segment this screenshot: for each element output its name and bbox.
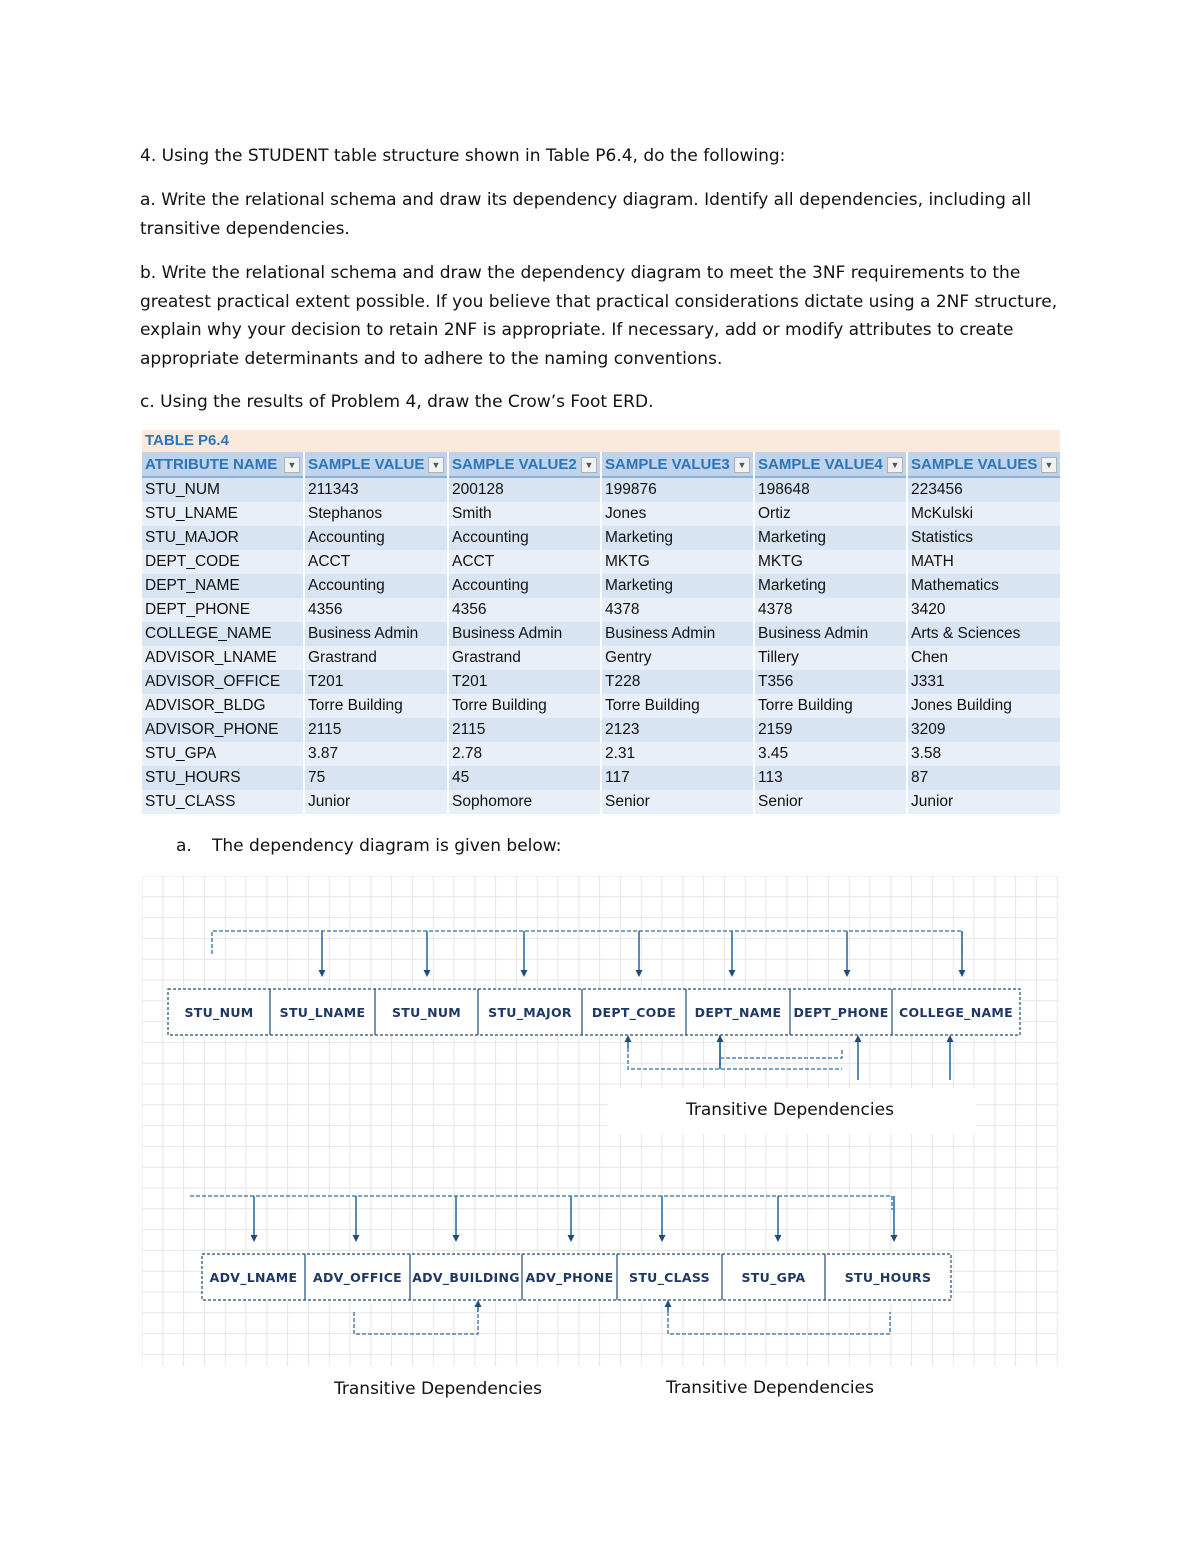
transitive-line-4 bbox=[354, 1312, 478, 1334]
table-row bbox=[142, 622, 1060, 646]
sample-value-cell: Jones Building bbox=[908, 694, 1060, 718]
sample-value-cell: Accounting bbox=[449, 574, 600, 598]
dependency-arrow-down-head bbox=[959, 970, 966, 977]
header-label: SAMPLE VALUE2 bbox=[452, 455, 577, 473]
filter-dropdown-icon[interactable]: ▼ bbox=[581, 457, 597, 473]
attribute-name-cell: STU_LNAME bbox=[142, 502, 303, 526]
dependency-arrow-down-head bbox=[424, 970, 431, 977]
dependency-arrow-down-head bbox=[568, 1235, 575, 1242]
attribute-cell-text: ADV_BUILDING bbox=[412, 1270, 520, 1285]
sample-value-cell: Marketing bbox=[602, 526, 753, 550]
sample-value-cell: T201 bbox=[449, 670, 600, 694]
dependency-arrow-down-head bbox=[353, 1235, 360, 1242]
sample-value-cell: ACCT bbox=[305, 550, 447, 574]
sample-value-cell: Gentry bbox=[602, 646, 753, 670]
sample-value-cell: Ortiz bbox=[755, 502, 906, 526]
sample-value-cell: 3420 bbox=[908, 598, 1060, 622]
sample-value-cell: Senior bbox=[755, 790, 906, 814]
sample-value-cell: Business Admin bbox=[449, 622, 600, 646]
header-label: SAMPLE VALUE bbox=[308, 455, 425, 473]
sample-value-cell: 2115 bbox=[305, 718, 447, 742]
sample-value-cell: 4378 bbox=[755, 598, 906, 622]
sample-value-cell: Stephanos bbox=[305, 502, 447, 526]
table-row bbox=[142, 742, 1060, 766]
dependency-arrow-down-head bbox=[319, 970, 326, 977]
table-header-row bbox=[142, 452, 1060, 478]
attribute-name-cell: ADVISOR_OFFICE bbox=[142, 670, 303, 694]
attribute-name-cell: DEPT_CODE bbox=[142, 550, 303, 574]
sample-value-cell: Grastrand bbox=[449, 646, 600, 670]
sample-value-cell: 113 bbox=[755, 766, 906, 790]
attribute-cell-text: ADV_LNAME bbox=[209, 1270, 298, 1285]
attribute-cell-text: ADV_OFFICE bbox=[312, 1270, 403, 1285]
sample-value-cell: 4378 bbox=[602, 598, 753, 622]
attribute-name-cell: ADVISOR_BLDG bbox=[142, 694, 303, 718]
attribute-cell-text: ADV_PHONE bbox=[525, 1270, 614, 1285]
attribute-cell-text: DEPT_CODE bbox=[591, 1005, 677, 1020]
sample-value-cell: 2159 bbox=[755, 718, 906, 742]
dependency-arrow-down-head bbox=[659, 1235, 666, 1242]
dependency-arrow-down-head bbox=[729, 970, 736, 977]
sample-value-cell: Accounting bbox=[305, 526, 447, 550]
sample-value-cell: T228 bbox=[602, 670, 753, 694]
transitive-dependencies-label-1: Transitive Dependencies bbox=[686, 1100, 894, 1120]
sample-value-cell: Torre Building bbox=[755, 694, 906, 718]
sample-value-cell: Torre Building bbox=[305, 694, 447, 718]
filter-dropdown-icon[interactable]: ▼ bbox=[284, 457, 300, 473]
sample-value-cell: Torre Building bbox=[602, 694, 753, 718]
sample-value-cell: MKTG bbox=[602, 550, 753, 574]
sample-value-cell: T201 bbox=[305, 670, 447, 694]
dependency-diagram-canvas bbox=[142, 876, 1058, 1366]
sample-value-cell: Business Admin bbox=[305, 622, 447, 646]
attribute-name-cell: STU_CLASS bbox=[142, 790, 303, 814]
table-row bbox=[142, 766, 1060, 790]
sample-value-cell: Junior bbox=[908, 790, 1060, 814]
filter-dropdown-icon[interactable]: ▼ bbox=[428, 457, 444, 473]
sample-value-cell: Jones bbox=[602, 502, 753, 526]
sample-value-cell: 223456 bbox=[908, 478, 1060, 502]
sample-value-cell: 3209 bbox=[908, 718, 1060, 742]
answer-label: a. bbox=[176, 836, 192, 856]
transitive-line-5 bbox=[668, 1300, 890, 1334]
sample-value-cell: 198648 bbox=[755, 478, 906, 502]
transitive-arrow-up-head bbox=[717, 1035, 724, 1042]
sample-value-cell: 199876 bbox=[602, 478, 753, 502]
sample-value-cell: 2.78 bbox=[449, 742, 600, 766]
attribute-name-cell: ADVISOR_PHONE bbox=[142, 718, 303, 742]
attribute-cell-text: STU_LNAME bbox=[279, 1005, 366, 1020]
answer-a bbox=[176, 836, 562, 856]
table-row bbox=[142, 550, 1060, 574]
header-sample-value3[interactable] bbox=[602, 452, 753, 478]
transitive-arrow-up-head bbox=[625, 1035, 632, 1042]
header-label: ATTRIBUTE NAME bbox=[145, 455, 278, 473]
dependency-arrow-down-head bbox=[775, 1235, 782, 1242]
table-row bbox=[142, 670, 1060, 694]
sample-value-cell: Junior bbox=[305, 790, 447, 814]
attribute-cell-text: STU_HOURS bbox=[844, 1270, 932, 1285]
sample-value-cell: 4356 bbox=[449, 598, 600, 622]
question-part-c: c. Using the results of Problem 4, draw the Crow’s Foot ERD. bbox=[140, 392, 654, 412]
sample-value-cell: Tillery bbox=[755, 646, 906, 670]
sample-value-cell: Sophomore bbox=[449, 790, 600, 814]
student-table bbox=[140, 452, 1062, 814]
sample-value-cell: 200128 bbox=[449, 478, 600, 502]
sample-value-cell: Grastrand bbox=[305, 646, 447, 670]
header-sample-value4[interactable] bbox=[755, 452, 906, 478]
transitive-arrow-up-head bbox=[855, 1035, 862, 1042]
table-row bbox=[142, 526, 1060, 550]
transitive-line-3 bbox=[720, 1048, 842, 1058]
transitive-arrow-up-head bbox=[665, 1300, 672, 1307]
attribute-name-cell: STU_MAJOR bbox=[142, 526, 303, 550]
answer-text: The dependency diagram is given below: bbox=[212, 836, 562, 856]
table-row bbox=[142, 574, 1060, 598]
question-4-heading: 4. Using the STUDENT table structure shown in Table P6.4, do the following: bbox=[140, 146, 786, 166]
sample-value-cell: Business Admin bbox=[602, 622, 753, 646]
sample-value-cell: Marketing bbox=[602, 574, 753, 598]
attribute-cell-text: STU_GPA bbox=[741, 1270, 806, 1285]
filter-dropdown-icon[interactable]: ▼ bbox=[734, 457, 750, 473]
sample-value-cell: Business Admin bbox=[755, 622, 906, 646]
sample-value-cell: 75 bbox=[305, 766, 447, 790]
sample-value-cell: 87 bbox=[908, 766, 1060, 790]
table-row bbox=[142, 478, 1060, 502]
sample-value-cell: 2.31 bbox=[602, 742, 753, 766]
sample-value-cell: 2123 bbox=[602, 718, 753, 742]
table-caption: TABLE P6.4 bbox=[142, 430, 1060, 452]
header-label: SAMPLE VALUE3 bbox=[605, 455, 730, 473]
sample-value-cell: 4356 bbox=[305, 598, 447, 622]
sample-value-cell: 211343 bbox=[305, 478, 447, 502]
question-part-a: a. Write the relational schema and draw its dependency diagram. Identify all dependencies, including all transitive dependencies. bbox=[140, 190, 1032, 239]
sample-value-cell: MKTG bbox=[755, 550, 906, 574]
transitive-dependencies-label-2: Transitive Dependencies bbox=[334, 1379, 542, 1399]
sample-value-cell: 117 bbox=[602, 766, 753, 790]
filter-dropdown-icon[interactable]: ▼ bbox=[1041, 457, 1057, 473]
sample-value-cell: 3.45 bbox=[755, 742, 906, 766]
sample-value-cell: Senior bbox=[602, 790, 753, 814]
sample-value-cell: J331 bbox=[908, 670, 1060, 694]
sample-value-cell: 45 bbox=[449, 766, 600, 790]
attribute-cell-text: STU_CLASS bbox=[629, 1270, 710, 1285]
sample-value-cell: Marketing bbox=[755, 526, 906, 550]
sample-value-cell: 2115 bbox=[449, 718, 600, 742]
sample-value-cell: T356 bbox=[755, 670, 906, 694]
sample-value-cell: Torre Building bbox=[449, 694, 600, 718]
dependency-arrow-down-head bbox=[521, 970, 528, 977]
transitive-arrow-up-head bbox=[475, 1300, 482, 1307]
header-label: SAMPLE VALUE4 bbox=[758, 455, 883, 473]
sample-value-cell: Marketing bbox=[755, 574, 906, 598]
header-attribute-name[interactable] bbox=[142, 452, 303, 478]
attribute-cell-text: STU_MAJOR bbox=[488, 1005, 572, 1020]
filter-dropdown-icon[interactable]: ▼ bbox=[887, 457, 903, 473]
sample-value-cell: Chen bbox=[908, 646, 1060, 670]
header-label: SAMPLE VALUES bbox=[911, 455, 1038, 473]
sample-value-cell: 3.58 bbox=[908, 742, 1060, 766]
header-sample-value2[interactable] bbox=[449, 452, 600, 478]
header-sample-values[interactable] bbox=[908, 452, 1060, 478]
transitive-dependencies-label-3: Transitive Dependencies bbox=[666, 1378, 874, 1398]
sample-value-cell: Smith bbox=[449, 502, 600, 526]
table-p6-4 bbox=[142, 430, 1060, 814]
dependency-arrow-down-head bbox=[891, 1235, 898, 1242]
header-sample-value[interactable] bbox=[305, 452, 447, 478]
sample-value-cell: 3.87 bbox=[305, 742, 447, 766]
attribute-name-cell: STU_NUM bbox=[142, 478, 303, 502]
table-row bbox=[142, 502, 1060, 526]
sample-value-cell: Statistics bbox=[908, 526, 1060, 550]
attribute-cell-text: STU_NUM bbox=[391, 1005, 462, 1020]
sample-value-cell: Mathematics bbox=[908, 574, 1060, 598]
sample-value-cell: Accounting bbox=[305, 574, 447, 598]
attribute-cell-text: COLLEGE_NAME bbox=[898, 1005, 1014, 1020]
attribute-name-cell: ADVISOR_LNAME bbox=[142, 646, 303, 670]
attribute-name-cell: DEPT_NAME bbox=[142, 574, 303, 598]
sample-value-cell: ACCT bbox=[449, 550, 600, 574]
attribute-cell-text: STU_NUM bbox=[184, 1005, 254, 1020]
attribute-name-cell: STU_HOURS bbox=[142, 766, 303, 790]
table-row bbox=[142, 694, 1060, 718]
sample-value-cell: Accounting bbox=[449, 526, 600, 550]
attribute-name-cell: DEPT_PHONE bbox=[142, 598, 303, 622]
sample-value-cell: McKulski bbox=[908, 502, 1060, 526]
sample-value-cell: Arts & Sciences bbox=[908, 622, 1060, 646]
attribute-cell-text: DEPT_PHONE bbox=[793, 1005, 889, 1020]
question-part-b: b. Write the relational schema and draw the dependency diagram to meet the 3NF requirements to the greatest practical extent possible. If you believe that practical considerations dictate using a 2NF structure, explain why your decision to retain 2NF is appropriate. If necessary, add or modify attributes to create appropriate determinants and to adhere to the naming conventions. bbox=[140, 263, 1058, 369]
attribute-name-cell: STU_GPA bbox=[142, 742, 303, 766]
transitive-arrow-up-head bbox=[947, 1035, 954, 1042]
dependency-diagram bbox=[142, 876, 1058, 1399]
table-row bbox=[142, 646, 1060, 670]
attribute-name-cell: COLLEGE_NAME bbox=[142, 622, 303, 646]
table-row bbox=[142, 598, 1060, 622]
table-row bbox=[142, 790, 1060, 814]
attribute-cell-text: DEPT_NAME bbox=[694, 1005, 782, 1020]
table-row bbox=[142, 718, 1060, 742]
sample-value-cell: MATH bbox=[908, 550, 1060, 574]
dependency-arrow-down-head bbox=[251, 1235, 258, 1242]
